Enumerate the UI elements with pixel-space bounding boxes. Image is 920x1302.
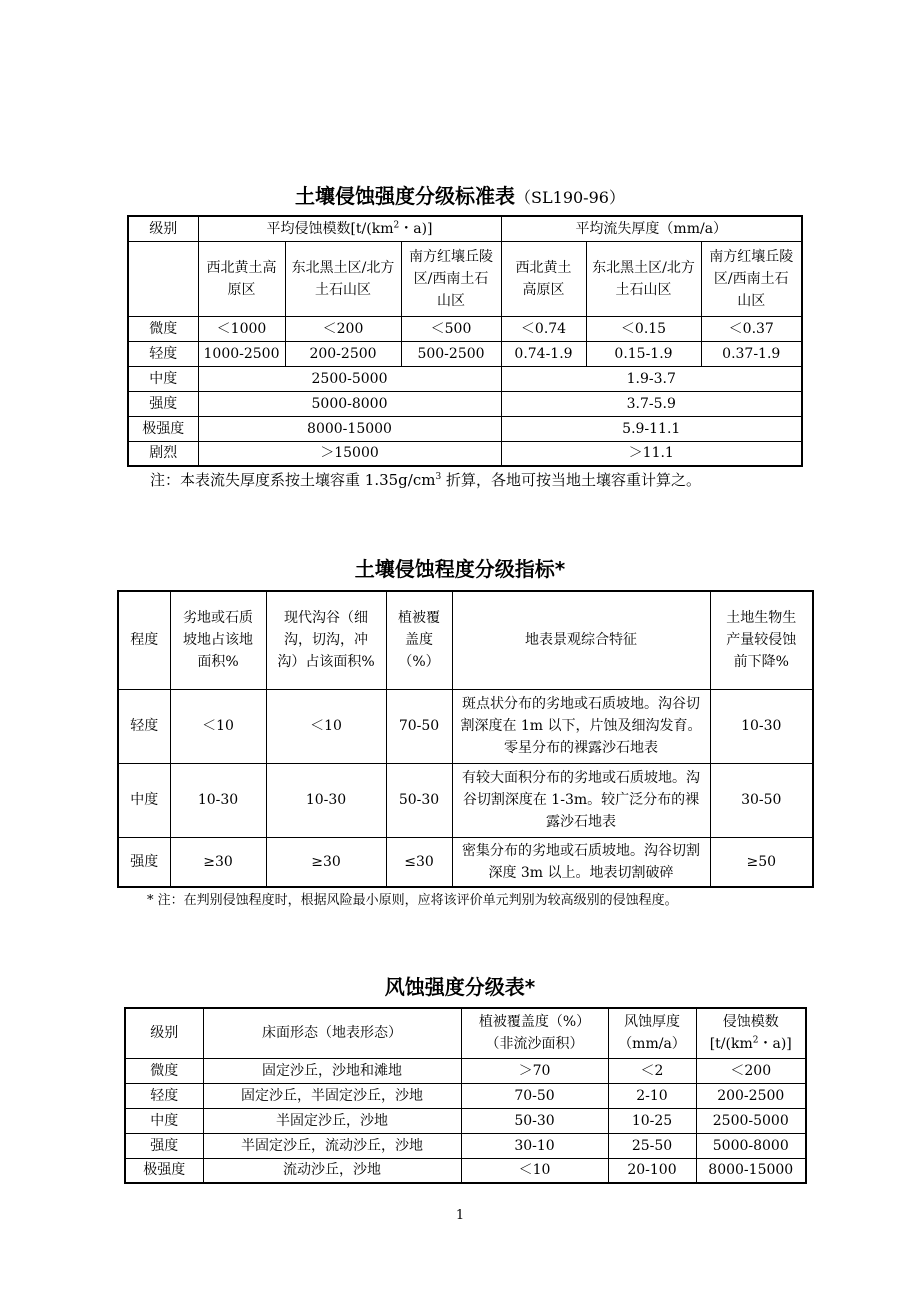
cell-value: 0.37-1.9 (701, 341, 802, 366)
header-level: 级别 (128, 216, 198, 241)
cell-value: 0.15-1.9 (586, 341, 701, 366)
cell-value: ＜0.37 (701, 316, 802, 341)
header-surface-form: 床面形态（地表形态） (203, 1008, 461, 1058)
cell-value: ＜2 (608, 1058, 696, 1083)
cell-landscape: 有较大面积分布的劣地或石质坡地。沟谷切割深度在 1-3m。较广泛分布的裸露沙石地表 (452, 763, 710, 837)
region-northwest: 西北黄土高原区 (198, 241, 285, 316)
header-modulus-tail: ・a)] (399, 220, 433, 237)
cell-modulus: 8000-15000 (198, 416, 501, 441)
cell-value: ≤30 (386, 837, 452, 887)
region-northeast: 东北黑土区/北方土石山区 (285, 241, 401, 316)
cell-surface-form: 半固定沙丘，沙地 (203, 1108, 461, 1133)
region-south: 南方红壤丘陵区/西南土石山区 (401, 241, 501, 316)
header-depth (608, 1008, 696, 1058)
cell-value: 20-100 (608, 1158, 696, 1183)
page-number: 1 (455, 1208, 465, 1223)
header-modulus-unit: [t/(km (709, 1036, 753, 1053)
table-row (128, 366, 802, 391)
cell-value: ＜10 (461, 1158, 608, 1183)
table1-title-suffix: （SL190-96） (515, 188, 625, 207)
header-modulus-line1: 侵蚀模数 (722, 1014, 779, 1031)
header-depth-line2: （mm/a） (618, 1036, 686, 1053)
header-modulus (198, 216, 501, 241)
cell-value: 10-25 (608, 1108, 696, 1133)
cell-value: ＜0.15 (586, 316, 701, 341)
cell-surface-form: 固定沙丘，沙地和滩地 (203, 1058, 461, 1083)
header-modulus-tail: ・a)] (758, 1036, 792, 1053)
region-northeast: 东北黑土区/北方土石山区 (586, 241, 701, 316)
header-landscape: 地表景观综合特征 (452, 591, 710, 689)
cell-value: 25-50 (608, 1133, 696, 1158)
cell-value: ＜10 (170, 689, 266, 763)
cell-value: ＜200 (696, 1058, 806, 1083)
cell-value: 0.74-1.9 (501, 341, 586, 366)
table-row (125, 1083, 806, 1108)
table-row (125, 1058, 806, 1083)
header-modulus-line2 (699, 1033, 804, 1055)
cell-value: 30-50 (710, 763, 813, 837)
cell-value: 10-30 (170, 763, 266, 837)
cell-landscape: 斑点状分布的劣地或石质坡地。沟谷切割深度在 1m 以下，片蚀及细沟发育。零星分布的裸露沙石地表 (452, 689, 710, 763)
header-vegetation (461, 1008, 608, 1058)
table-row (125, 1158, 806, 1183)
erosion-intensity-table (127, 215, 803, 467)
cell-value: 500-2500 (401, 341, 501, 366)
table-row (125, 1133, 806, 1158)
cell-surface-form: 半固定沙丘，流动沙丘，沙地 (203, 1133, 461, 1158)
row-level: 中度 (128, 366, 198, 391)
region-south: 南方红壤丘陵区/西南土石山区 (701, 241, 802, 316)
row-level: 剧烈 (128, 441, 198, 466)
table1-note (150, 469, 701, 490)
header-depth-line1: 风蚀厚度 (624, 1014, 680, 1031)
erosion-degree-table (117, 590, 814, 888)
cell-value: 10-30 (710, 689, 813, 763)
table3-title: 风蚀强度分级表* (384, 975, 536, 999)
header-empty (128, 241, 198, 316)
table2-note: * 注：在判别侵蚀程度时，根据风险最小原则，应将该评价单元判别为较高级别的侵蚀程度。 (147, 893, 678, 908)
header-degree: 程度 (118, 591, 170, 689)
table1-title (0, 180, 920, 209)
row-level: 轻度 (125, 1083, 203, 1108)
row-degree: 中度 (118, 763, 170, 837)
table1-note-text: 注：本表流失厚度系按土壤容重 1.35g/cm (150, 471, 436, 489)
row-degree: 轻度 (118, 689, 170, 763)
region-northwest: 西北黄土高原区 (501, 241, 586, 316)
cell-value: 10-30 (266, 763, 386, 837)
cell-modulus: ＞15000 (198, 441, 501, 466)
cell-value: 200-2500 (696, 1083, 806, 1108)
row-level: 微度 (128, 316, 198, 341)
cell-value: 1000-2500 (198, 341, 285, 366)
row-level: 强度 (125, 1133, 203, 1158)
table-row (118, 763, 813, 837)
header-vegetation-line1: 植被覆盖度（%） (478, 1014, 591, 1031)
row-level: 中度 (125, 1108, 203, 1133)
cell-value: ＜1000 (198, 316, 285, 341)
cell-value: ＜500 (401, 316, 501, 341)
row-level: 极强度 (128, 416, 198, 441)
header-gully: 现代沟谷（细沟，切沟，冲沟）占该面积% (266, 591, 386, 689)
table1-note-sup: 3 (435, 472, 442, 482)
header-modulus-sup: 2 (393, 220, 400, 231)
row-level: 微度 (125, 1058, 203, 1083)
cell-value: ＜10 (266, 689, 386, 763)
cell-value: ＜0.74 (501, 316, 586, 341)
cell-surface-form: 流动沙丘，沙地 (203, 1158, 461, 1183)
cell-modulus: 2500-5000 (198, 366, 501, 391)
wind-erosion-table (124, 1007, 807, 1184)
table2-title: 土壤侵蚀程度分级指标* (354, 557, 566, 581)
row-level: 强度 (128, 391, 198, 416)
cell-depth: 1.9-3.7 (501, 366, 802, 391)
cell-depth: 3.7-5.9 (501, 391, 802, 416)
cell-depth: 5.9-11.1 (501, 416, 802, 441)
cell-modulus: 5000-8000 (198, 391, 501, 416)
table-row (128, 341, 802, 366)
cell-value: 70-50 (386, 689, 452, 763)
cell-value: 50-30 (461, 1108, 608, 1133)
header-productivity: 土地生物生产量较侵蚀前下降% (710, 591, 813, 689)
cell-value: 50-30 (386, 763, 452, 837)
cell-value: 30-10 (461, 1133, 608, 1158)
table-row (128, 391, 802, 416)
cell-depth: ＞11.1 (501, 441, 802, 466)
header-vegetation-line2: （非流沙面积） (485, 1036, 584, 1053)
header-depth: 平均流失厚度（mm/a） (501, 216, 802, 241)
table-row (118, 689, 813, 763)
table1-title-text: 土壤侵蚀强度分级标准表 (295, 184, 516, 208)
cell-surface-form: 固定沙丘，半固定沙丘，沙地 (203, 1083, 461, 1108)
table-row (128, 441, 802, 466)
header-modulus (696, 1008, 806, 1058)
cell-value: 2-10 (608, 1083, 696, 1108)
cell-value: ≥30 (170, 837, 266, 887)
table-row (128, 416, 802, 441)
header-modulus-sup: 2 (752, 1035, 759, 1046)
header-vegetation: 植被覆盖度（%） (386, 591, 452, 689)
cell-value: 2500-5000 (696, 1108, 806, 1133)
cell-value: 8000-15000 (696, 1158, 806, 1183)
cell-value: 200-2500 (285, 341, 401, 366)
header-badland: 劣地或石质坡地占该地面积% (170, 591, 266, 689)
table-row (125, 1108, 806, 1133)
table-row (128, 316, 802, 341)
row-level: 极强度 (125, 1158, 203, 1183)
row-level: 轻度 (128, 341, 198, 366)
cell-value: ＞70 (461, 1058, 608, 1083)
table-row (118, 837, 813, 887)
header-modulus-text: 平均侵蚀模数[t/(km (266, 220, 394, 237)
cell-landscape: 密集分布的劣地或石质坡地。沟谷切割深度 3m 以上。地表切割破碎 (452, 837, 710, 887)
cell-value: ≥30 (266, 837, 386, 887)
cell-value: 5000-8000 (696, 1133, 806, 1158)
header-level: 级别 (125, 1008, 203, 1058)
table1-note-tail: 折算，各地可按当地土壤容重计算之。 (441, 471, 701, 489)
cell-value: 70-50 (461, 1083, 608, 1108)
cell-value: ≥50 (710, 837, 813, 887)
row-degree: 强度 (118, 837, 170, 887)
cell-value: ＜200 (285, 316, 401, 341)
